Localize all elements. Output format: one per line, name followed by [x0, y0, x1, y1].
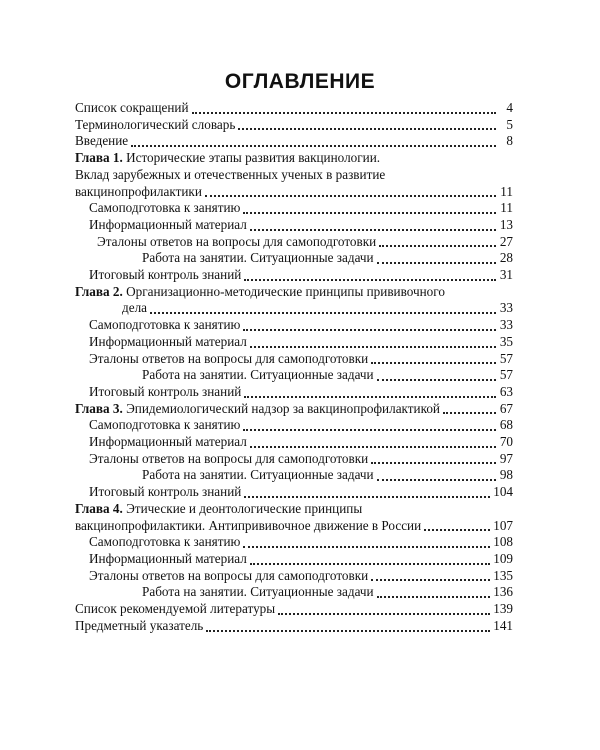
toc-entry-text: Эталоны ответов на вопросы для самоподготовки — [89, 350, 369, 366]
toc-subentry[interactable] — [75, 584, 513, 601]
chapter-title-line: дела — [122, 300, 147, 316]
dot-leader — [377, 595, 491, 598]
toc-page-number: 98 — [499, 467, 513, 483]
toc-entry-introduction[interactable] — [75, 133, 513, 150]
toc-page-number: 104 — [493, 484, 513, 500]
dot-leader — [371, 461, 496, 464]
toc-entry-text: Работа на занятии. Ситуационные задачи — [142, 467, 374, 483]
toc-page-number: 33 — [499, 300, 513, 316]
toc-page-number: 57 — [499, 350, 513, 366]
toc-subentry[interactable] — [75, 484, 513, 501]
toc-entry-text: Информационный материал — [89, 550, 247, 566]
chapter-2-title-line-2[interactable] — [75, 300, 513, 317]
toc-entry-text: Эталоны ответов на вопросы для самоподготовки — [89, 567, 369, 583]
toc-entry-text: Итоговый контроль знаний — [89, 484, 242, 500]
chapter-title-line: Организационно-методические принципы прививочного — [126, 283, 445, 299]
toc-page-number: 108 — [493, 534, 513, 550]
toc-subentry[interactable] — [75, 384, 513, 401]
chapter-label: Глава 3. — [75, 400, 123, 416]
page-title: ОГЛАВЛЕНИЕ — [224, 70, 376, 93]
toc-page-number: 57 — [499, 367, 513, 383]
toc-entry-text: Информационный материал — [89, 333, 247, 349]
toc-page-number: 68 — [499, 417, 513, 433]
toc-page-number: 27 — [499, 233, 513, 249]
toc-subentry[interactable] — [75, 467, 513, 484]
toc-page-number: 67 — [499, 400, 513, 416]
toc-subentry[interactable] — [75, 200, 513, 217]
toc-entry-text: Информационный материал — [89, 216, 247, 232]
chapter-title-line: Эпидемиологический надзор за вакцинопрофилактикой — [126, 400, 440, 416]
table-of-contents — [75, 100, 513, 635]
dot-leader — [443, 411, 496, 414]
chapter-title-line: Этические и деонтологические принципы — [126, 500, 363, 516]
toc-page-number: 33 — [499, 317, 513, 333]
toc-subentry[interactable] — [75, 250, 513, 267]
toc-subentry[interactable] — [75, 351, 513, 368]
dot-leader — [250, 228, 496, 231]
toc-subentry[interactable] — [75, 317, 513, 334]
toc-entry-literature[interactable] — [75, 601, 513, 618]
chapter-title-line: вакцинопрофилактики — [75, 183, 202, 199]
toc-subentry[interactable] — [75, 367, 513, 384]
toc-entry-text: Работа на занятии. Ситуационные задачи — [142, 367, 374, 383]
toc-entry-text: Итоговый контроль знаний — [89, 267, 242, 283]
toc-entry-text: Работа на занятии. Ситуационные задачи — [142, 250, 374, 266]
toc-page-number: 11 — [500, 200, 513, 216]
toc-subentry[interactable] — [75, 568, 513, 585]
dot-leader — [243, 211, 496, 214]
toc-page-number: 11 — [500, 183, 513, 199]
dot-leader — [244, 278, 496, 281]
toc-page-number: 70 — [499, 434, 513, 450]
toc-page-number: 109 — [493, 550, 513, 566]
toc-page-number: 63 — [499, 383, 513, 399]
dot-leader — [379, 244, 496, 247]
dot-leader — [371, 361, 496, 364]
toc-entry-text: Список сокращений — [75, 100, 189, 115]
dot-leader — [250, 345, 496, 348]
toc-entry-text: Самоподготовка к занятию — [89, 200, 241, 216]
toc-entry-text: Самоподготовка к занятию — [89, 317, 241, 333]
toc-entry-text: Эталоны ответов на вопросы для самоподготовки — [97, 233, 377, 249]
toc-entry-text: Самоподготовка к занятию — [89, 534, 241, 550]
dot-leader — [377, 261, 496, 264]
dot-leader — [243, 328, 496, 331]
dot-leader — [250, 562, 490, 565]
dot-leader — [131, 144, 496, 147]
chapter-2-heading[interactable] — [75, 284, 513, 301]
toc-entry-text: Информационный материал — [89, 434, 247, 450]
toc-entry-text: Предметный указатель — [75, 617, 204, 633]
chapter-title-line: Исторические этапы развития вакцинологии. — [126, 150, 381, 166]
toc-entry-abbreviations[interactable] — [75, 100, 513, 117]
toc-page-number: 31 — [499, 267, 513, 283]
dot-leader — [244, 495, 490, 498]
dot-leader — [243, 428, 496, 431]
dot-leader — [424, 528, 490, 531]
toc-subentry[interactable] — [75, 534, 513, 551]
toc-page-number: 97 — [499, 450, 513, 466]
toc-subentry[interactable] — [75, 234, 513, 251]
toc-page-number: 107 — [493, 517, 513, 533]
toc-page-number: 139 — [493, 601, 513, 617]
toc-entry-text: Работа на занятии. Ситуационные задачи — [142, 584, 374, 600]
dot-leader — [205, 194, 496, 197]
dot-leader — [192, 111, 496, 114]
toc-entry-text: Список рекомендуемой литературы — [75, 601, 276, 617]
dot-leader — [278, 612, 490, 615]
chapter-label: Глава 2. — [75, 283, 123, 299]
dot-leader — [250, 445, 496, 448]
toc-subentry[interactable] — [75, 434, 513, 451]
toc-page-number: 135 — [493, 567, 513, 583]
toc-page-number: 5 — [506, 116, 513, 132]
toc-subentry[interactable] — [75, 217, 513, 234]
chapter-label: Глава 1. — [75, 150, 123, 166]
toc-subentry[interactable] — [75, 267, 513, 284]
dot-leader — [371, 578, 490, 581]
chapter-3-heading[interactable] — [75, 401, 513, 418]
toc-subentry[interactable] — [75, 417, 513, 434]
toc-entry-text: Терминологический словарь — [75, 116, 236, 132]
toc-page-number: 28 — [499, 250, 513, 266]
dot-leader — [377, 378, 496, 381]
dot-leader — [150, 311, 496, 314]
toc-page-number: 4 — [506, 100, 513, 115]
dot-leader — [244, 395, 496, 398]
chapter-1-title-line-2 — [75, 167, 513, 184]
dot-leader — [206, 629, 490, 632]
toc-page-number: 141 — [493, 617, 513, 633]
chapter-4-heading[interactable] — [75, 501, 513, 518]
toc-page-number: 136 — [493, 584, 513, 600]
toc-subentry[interactable] — [75, 551, 513, 568]
toc-entry-glossary[interactable] — [75, 117, 513, 134]
chapter-1-heading[interactable] — [75, 150, 513, 167]
toc-entry-text: Введение — [75, 133, 129, 149]
chapter-title-line: вакцинопрофилактики. Антипрививочное движение в России — [75, 517, 422, 533]
dot-leader — [238, 127, 496, 130]
toc-page-number: 13 — [499, 216, 513, 232]
chapter-4-title-line-2[interactable] — [75, 518, 513, 535]
toc-entry-index[interactable] — [75, 618, 513, 635]
toc-entry-text: Самоподготовка к занятию — [89, 417, 241, 433]
toc-page-number: 8 — [506, 133, 513, 149]
toc-page-number: 35 — [499, 333, 513, 349]
chapter-1-title-line-3[interactable] — [75, 184, 513, 201]
toc-subentry[interactable] — [75, 451, 513, 468]
toc-subentry[interactable] — [75, 334, 513, 351]
chapter-label: Глава 4. — [75, 500, 123, 516]
dot-leader — [377, 478, 496, 481]
dot-leader — [243, 545, 490, 548]
toc-entry-text: Итоговый контроль знаний — [89, 383, 242, 399]
toc-entry-text: Эталоны ответов на вопросы для самоподготовки — [89, 450, 369, 466]
chapter-title-line: Вклад зарубежных и отечественных ученых в развитие — [75, 166, 386, 182]
